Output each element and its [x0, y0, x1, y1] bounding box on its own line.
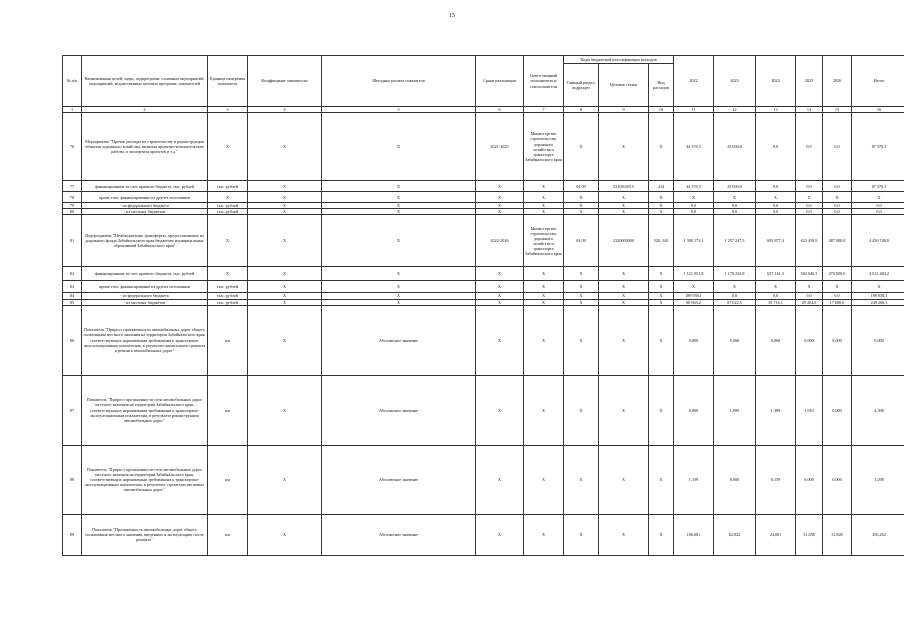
- row-executor: Х: [524, 514, 564, 555]
- row-chief-code: Х: [564, 445, 599, 514]
- row-total: 0,0: [852, 209, 904, 215]
- row-2024: 0,0: [756, 203, 796, 209]
- row-chief-code: Х: [564, 293, 599, 299]
- row-chief-code: Х: [564, 281, 599, 293]
- row-2024: 0,0: [756, 113, 796, 181]
- row-expense-type: Х: [649, 514, 674, 555]
- row-2026: 17 000,0: [823, 299, 852, 305]
- row-executor: Х: [524, 281, 564, 293]
- row-chief-code: Х: [564, 203, 599, 209]
- row-number: 88: [63, 445, 82, 514]
- row-2022: 42 370,3: [674, 181, 714, 192]
- row-2022: 106,681: [674, 514, 714, 555]
- row-target-code: Х: [599, 293, 649, 299]
- row-2024: 24,081: [756, 514, 796, 555]
- table-row: [63, 267, 904, 281]
- col-number: 13: [756, 107, 796, 113]
- table-row: [63, 215, 904, 267]
- row-2022: 189 058,1: [674, 293, 714, 299]
- row-target-code: Х: [599, 267, 649, 281]
- row-executor: Х: [524, 192, 564, 203]
- table-row: [63, 181, 904, 192]
- row-total: 1,298: [852, 445, 904, 514]
- row-name: - из федерального бюджета: [82, 203, 208, 209]
- row-2022: 80 063,2: [674, 299, 714, 305]
- row-2025: Х: [796, 281, 823, 293]
- row-2022: Х: [674, 281, 714, 293]
- row-2024: 1,389: [756, 375, 796, 445]
- row-target-code: Х: [599, 445, 649, 514]
- row-2023: 1 170 224,8: [714, 267, 756, 281]
- row-2022: 0,0: [674, 203, 714, 209]
- row-total: 0,000: [852, 305, 904, 375]
- row-coef: Х: [248, 267, 322, 281]
- row-2023: 1,999: [714, 375, 756, 445]
- row-chief-code: Х: [564, 113, 599, 181]
- row-2024: 0,0: [756, 181, 796, 192]
- row-name: кроме того, финансирование из других источников: [82, 281, 208, 293]
- row-target-code: Х: [599, 305, 649, 375]
- row-name: Показатель "Прирост протяженности сети автомобильных дорог местного значения на территории Забайкальского края, соответствующих нормативным требованиям к транспортно-эксплуатационным показателям, в результате строительства новых автомобильных дорог": [82, 445, 208, 514]
- row-period: Х: [476, 267, 524, 281]
- table-header: [63, 56, 904, 113]
- row-2026: 0,0: [823, 293, 852, 299]
- row-2024: 0,0: [756, 209, 796, 215]
- table-row: [63, 445, 904, 514]
- row-2024: 0,000: [756, 305, 796, 375]
- row-2025: 0,000: [796, 445, 823, 514]
- row-2022: 0,0: [674, 209, 714, 215]
- row-coef: Х: [248, 299, 322, 305]
- row-name: финансирование за счет краевого бюджета, тыс. рублей: [82, 267, 208, 281]
- row-period: Х: [476, 299, 524, 305]
- row-executor: Х: [524, 445, 564, 514]
- row-period: Х: [476, 514, 524, 555]
- row-2023: Х: [714, 192, 756, 203]
- row-2023: 1 257 247,3: [714, 215, 756, 267]
- col-number: 16: [852, 107, 904, 113]
- row-unit: тыс. рублей: [208, 203, 248, 209]
- row-number: 83: [63, 281, 82, 293]
- row-2025: 594 046,3: [796, 267, 823, 281]
- header-target: Целевая статья: [599, 64, 649, 107]
- row-executor: Х: [524, 375, 564, 445]
- row-method: Х: [322, 293, 476, 299]
- row-2025: 0,000: [796, 305, 823, 375]
- row-chief-code: Х: [564, 305, 599, 375]
- row-total: Х: [852, 192, 904, 203]
- row-period: Х: [476, 305, 524, 375]
- row-period: Х: [476, 203, 524, 209]
- row-expense-type: Х: [649, 209, 674, 215]
- row-period: 2022-2026: [476, 215, 524, 267]
- row-coef: Х: [248, 281, 322, 293]
- row-unit: км: [208, 375, 248, 445]
- row-2025: 29 404,6: [796, 299, 823, 305]
- row-executor: Министерство строительства, дорожного хозяйства и транспорта Забайкальского края: [524, 113, 564, 181]
- page-number: 15: [449, 13, 455, 19]
- row-period: Х: [476, 375, 524, 445]
- row-number: 81: [63, 215, 82, 267]
- header-2022: 2022: [674, 56, 714, 107]
- row-name: Показатель "Прирост протяженности сети автомобильных дорог местного значения на территории Забайкальского края, соответствующих нормативным требованиям к транспортно-эксплуатационным показателям, в результате реконструкции автомобильных дорог": [82, 375, 208, 445]
- row-executor: Х: [524, 267, 564, 281]
- row-2024: 0,0: [756, 293, 796, 299]
- col-number: 3: [208, 107, 248, 113]
- row-expense-type: 520, 540: [649, 215, 674, 267]
- row-method: Х: [322, 192, 476, 203]
- col-number: 7: [524, 107, 564, 113]
- row-2026: 0,0: [823, 209, 852, 215]
- row-2023: 0,0: [714, 293, 756, 299]
- table-row: [63, 514, 904, 555]
- row-method: Х: [322, 113, 476, 181]
- row-target-code: Х: [599, 375, 649, 445]
- row-period: Х: [476, 192, 524, 203]
- row-unit: тыс. рублей: [208, 299, 248, 305]
- row-method: Х: [322, 281, 476, 293]
- row-2025: 0,0: [796, 203, 823, 209]
- row-chief-code: Х: [564, 209, 599, 215]
- row-2024: 35 716,1: [756, 299, 796, 305]
- row-name: - из федерального бюджета: [82, 293, 208, 299]
- row-2025: 623 450,9: [796, 215, 823, 267]
- row-2026: 0,0: [823, 113, 852, 181]
- row-name: - из местных бюджетов: [82, 299, 208, 305]
- header-2025: 2025: [796, 56, 823, 107]
- row-total: 249 206,3: [852, 299, 904, 305]
- row-2024: Х: [756, 192, 796, 203]
- header-2026: 2026: [823, 56, 852, 107]
- row-expense-type: Х: [649, 299, 674, 305]
- row-expense-type: Х: [649, 192, 674, 203]
- row-total: 4 450 748,8: [852, 215, 904, 267]
- row-number: 86: [63, 305, 82, 375]
- row-method: Х: [322, 299, 476, 305]
- row-name: Показатель "Прирост протяженности автомобильных дорог общего пользования местного значения на территории Забайкальского края, соответствующих нормативным требованиям к транспортно-эксплуатационным показателям, в результате капитального ремонта и ремонта автомобильных дорог": [82, 305, 208, 375]
- row-number: 79: [63, 203, 82, 209]
- table-row: [63, 192, 904, 203]
- row-number: 89: [63, 514, 82, 555]
- row-2026: 0,000: [823, 305, 852, 375]
- row-2022: 1,159: [674, 445, 714, 514]
- row-number: 78: [63, 192, 82, 203]
- row-2023: 0,000: [714, 305, 756, 375]
- col-number: 5: [322, 107, 476, 113]
- col-number: 1: [63, 107, 82, 113]
- row-unit: Х: [208, 113, 248, 181]
- row-coef: Х: [248, 375, 322, 445]
- row-executor: Министерство строительства, дорожного хозяйства и транспорта Забайкальского края: [524, 215, 564, 267]
- row-chief-code: Х: [564, 267, 599, 281]
- header-num: № п/п: [63, 56, 82, 107]
- row-2025: 1,010: [796, 375, 823, 445]
- row-total: 67 370,3: [852, 181, 904, 192]
- row-coef: Х: [248, 209, 322, 215]
- row-target-code: Х: [599, 113, 649, 181]
- row-2026: 470 000,0: [823, 267, 852, 281]
- row-number: 85: [63, 299, 82, 305]
- row-total: 189 058,1: [852, 293, 904, 299]
- row-2023: Х: [714, 281, 756, 293]
- row-coef: Х: [248, 181, 322, 192]
- col-number: 6: [476, 107, 524, 113]
- header-exec: Ответственный исполнитель и соисполнители: [524, 56, 564, 107]
- row-2025: 0,0: [796, 181, 823, 192]
- row-name: кроме того, финансирование из других источников: [82, 192, 208, 203]
- row-executor: Х: [524, 305, 564, 375]
- row-2026: 31,820: [823, 514, 852, 555]
- row-coef: Х: [248, 215, 322, 267]
- row-number: 76: [63, 113, 82, 181]
- row-2023: 25 000,0: [714, 113, 756, 181]
- row-target-code: 3310304515: [599, 181, 649, 192]
- row-executor: Х: [524, 293, 564, 299]
- table-body: [63, 113, 904, 556]
- col-number: 15: [823, 107, 852, 113]
- row-method: Х: [322, 181, 476, 192]
- row-expense-type: Х: [649, 293, 674, 299]
- row-chief-code: Х: [564, 514, 599, 555]
- row-expense-type: Х: [649, 375, 674, 445]
- row-total: 4,398: [852, 375, 904, 445]
- header-period: Сроки реализации: [476, 56, 524, 107]
- row-chief-code: 04 09: [564, 215, 599, 267]
- row-chief-code: Х: [564, 299, 599, 305]
- row-number: 80: [63, 209, 82, 215]
- table-row: [63, 375, 904, 445]
- row-unit: км: [208, 305, 248, 375]
- col-number: 9: [599, 107, 649, 113]
- row-total: 256,262: [852, 514, 904, 555]
- program-table: [62, 55, 904, 556]
- row-unit: км: [208, 445, 248, 514]
- header-2024: 2024: [756, 56, 796, 107]
- table-row: [63, 113, 904, 181]
- row-2026: 0,000: [823, 445, 852, 514]
- row-2024: 692 877,4: [756, 215, 796, 267]
- row-coef: Х: [248, 293, 322, 299]
- header-total: Итого: [852, 56, 904, 107]
- header-2023: 2023: [714, 56, 756, 107]
- row-expense-type: Х: [649, 445, 674, 514]
- row-2022: 42 370,3: [674, 113, 714, 181]
- row-2023: 0,0: [714, 203, 756, 209]
- row-number: 84: [63, 293, 82, 299]
- row-2026: 0,0: [823, 203, 852, 209]
- row-2025: 0,0: [796, 293, 823, 299]
- row-unit: Х: [208, 192, 248, 203]
- row-2026: Х: [823, 192, 852, 203]
- row-coef: Х: [248, 113, 322, 181]
- row-target-code: Х: [599, 209, 649, 215]
- row-2025: 0,0: [796, 209, 823, 215]
- col-number: 10: [649, 107, 674, 113]
- row-unit: тыс. рублей: [208, 209, 248, 215]
- row-2026: 0,000: [823, 375, 852, 445]
- header-codes-group: Коды бюджетной классификации расходов: [564, 56, 674, 64]
- row-unit: Х: [208, 215, 248, 267]
- row-period: Х: [476, 293, 524, 299]
- row-name: Показатель "Протяженность автомобильных дорог общего пользования местного значения, введенных в эксплуатацию после ремонта": [82, 514, 208, 555]
- col-number: 4: [248, 107, 322, 113]
- row-2022: Х: [674, 192, 714, 203]
- row-chief-code: Х: [564, 375, 599, 445]
- row-expense-type: Х: [649, 281, 674, 293]
- row-2023: 62,022: [714, 514, 756, 555]
- row-name: финансирование за счет краевого бюджета, тыс. рублей: [82, 181, 208, 192]
- row-target-code: Х: [599, 192, 649, 203]
- row-name: Мероприятие "Прочие расходы по строительству и реконструкции объектов дорожного хозяйства, включая проектно-изыскательские работы, и экспертиза проектов и т.д.": [82, 113, 208, 181]
- row-unit: Х: [208, 267, 248, 281]
- row-coef: Х: [248, 445, 322, 514]
- row-expense-type: Х: [649, 203, 674, 209]
- row-total: 4 012 484,2: [852, 267, 904, 281]
- header-method: Методика расчета показателя: [322, 56, 476, 107]
- row-target-code: Х: [599, 203, 649, 209]
- row-number: 82: [63, 267, 82, 281]
- row-target-code: 3320000000: [599, 215, 649, 267]
- row-executor: Х: [524, 209, 564, 215]
- row-unit: тыс. рублей: [208, 181, 248, 192]
- row-number: 77: [63, 181, 82, 192]
- header-chief: Главный раздел, подраздел: [564, 64, 599, 107]
- row-period: 2021-2025: [476, 113, 524, 181]
- table-row: [63, 305, 904, 375]
- row-expense-type: 414: [649, 181, 674, 192]
- row-chief-code: 04 09: [564, 181, 599, 192]
- row-2022: 1 121 051,8: [674, 267, 714, 281]
- row-2025: Х: [796, 192, 823, 203]
- row-2026: 487 000,0: [823, 215, 852, 267]
- row-name: - из местных бюджетов: [82, 209, 208, 215]
- row-coef: Х: [248, 305, 322, 375]
- header-unit: Единица измерения показателя: [208, 56, 248, 107]
- col-number: 11: [674, 107, 714, 113]
- row-expense-type: Х: [649, 113, 674, 181]
- row-unit: км: [208, 514, 248, 555]
- row-target-code: Х: [599, 299, 649, 305]
- row-2023: 87 022,5: [714, 299, 756, 305]
- col-number: 14: [796, 107, 823, 113]
- row-target-code: Х: [599, 281, 649, 293]
- header-name: Наименования целей, задач, подпрограмм, основных мероприятий, мероприятий, ведомственных целевых программ, показателей: [82, 56, 208, 107]
- row-expense-type: Х: [649, 267, 674, 281]
- row-method: Х: [322, 267, 476, 281]
- row-chief-code: Х: [564, 192, 599, 203]
- col-number: 8: [564, 107, 599, 113]
- row-period: Х: [476, 209, 524, 215]
- row-period: Х: [476, 181, 524, 192]
- row-2023: 0,0: [714, 209, 756, 215]
- table-row: [63, 281, 904, 293]
- row-2026: Х: [823, 281, 852, 293]
- row-coef: Х: [248, 192, 322, 203]
- row-2025: 0,0: [796, 113, 823, 181]
- row-coef: Х: [248, 203, 322, 209]
- row-coef: Х: [248, 514, 322, 555]
- row-period: Х: [476, 281, 524, 293]
- row-2023: 25 000,0: [714, 181, 756, 192]
- row-unit: тыс. рублей: [208, 281, 248, 293]
- row-2023: 0,000: [714, 445, 756, 514]
- row-2026: 0,0: [823, 181, 852, 192]
- row-executor: Х: [524, 181, 564, 192]
- header-type: Вид расходов: [649, 64, 674, 107]
- row-number: 87: [63, 375, 82, 445]
- row-unit: тыс. рублей: [208, 293, 248, 299]
- row-total: 67 370,3: [852, 113, 904, 181]
- row-method: Абсолютное значение: [322, 445, 476, 514]
- row-method: Х: [322, 203, 476, 209]
- row-2025: 31,658: [796, 514, 823, 555]
- row-2022: 0,000: [674, 375, 714, 445]
- row-executor: Х: [524, 203, 564, 209]
- row-executor: Х: [524, 299, 564, 305]
- row-method: Абсолютное значение: [322, 514, 476, 555]
- col-number: 12: [714, 107, 756, 113]
- row-name: Подпрограмма "Межбюджетные трансферты, предоставляемые из дорожного фонда Забайкальского края бюджетам муниципальных образований Забайкальского края": [82, 215, 208, 267]
- row-period: Х: [476, 445, 524, 514]
- row-method: Х: [322, 209, 476, 215]
- row-method: Абсолютное значение: [322, 305, 476, 375]
- col-number: 2: [82, 107, 208, 113]
- row-2022: 0,000: [674, 305, 714, 375]
- row-2024: 657 161,3: [756, 267, 796, 281]
- row-total: Х: [852, 281, 904, 293]
- row-total: 0,0: [852, 203, 904, 209]
- row-expense-type: Х: [649, 305, 674, 375]
- row-2024: Х: [756, 281, 796, 293]
- row-2022: 1 390 173,1: [674, 215, 714, 267]
- row-target-code: Х: [599, 514, 649, 555]
- row-method: Х: [322, 215, 476, 267]
- header-coef: Коэффициант значимости: [248, 56, 322, 107]
- row-method: Абсолютное значение: [322, 375, 476, 445]
- row-2024: 0,139: [756, 445, 796, 514]
